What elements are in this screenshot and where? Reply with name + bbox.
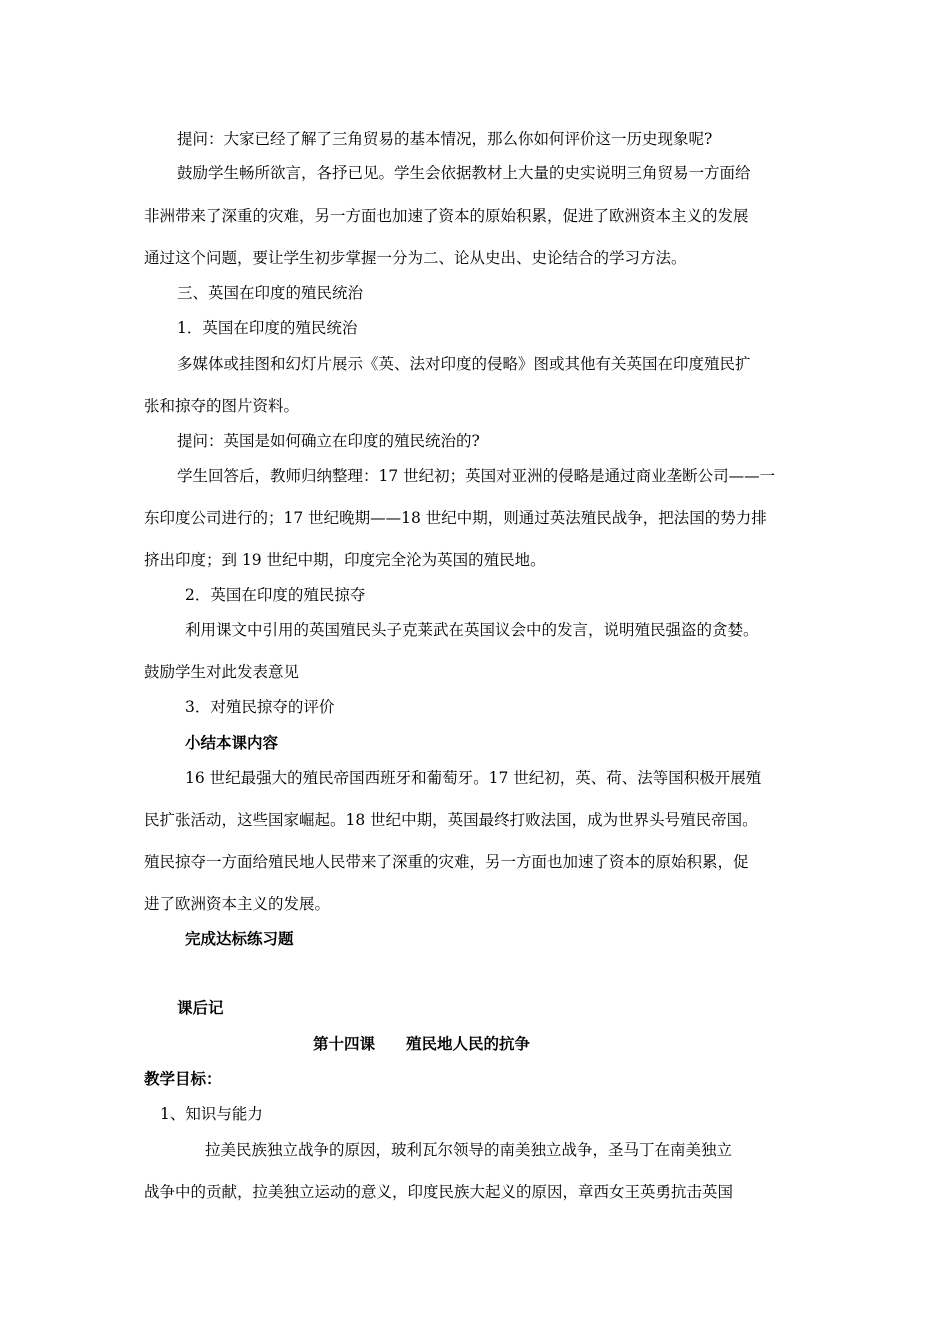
lesson-title: 第十四课 殖民地人民的抗争 [313, 1035, 531, 1053]
section-heading-3: 三、英国在印度的殖民统治 [177, 284, 364, 302]
paragraph-clive-line-1: 利用课文中引用的英国殖民头子克莱武在英国议会中的发言，说明殖民强盗的贪婪。 [185, 621, 759, 639]
paragraph-summary-line-3: 殖民掠夺一方面给殖民地人民带来了深重的灾难，另一方面也加速了资本的原始积累，促 [144, 853, 749, 871]
subheading-3-3: 3．对殖民掠夺的评价 [185, 698, 335, 716]
paragraph-encourage-line-1: 鼓励学生畅所欲言，各抒已见。学生会依据教材上大量的史实说明三角贸易一方面给 [177, 164, 751, 182]
paragraph-answer-line-3: 挤出印度；到 19 世纪中期，印度完全沦为英国的殖民地。 [144, 551, 546, 569]
paragraph-goals-line-1: 拉美民族独立战争的原因，玻利瓦尔领导的南美独立战争，圣马丁在南美独立 [205, 1141, 733, 1159]
paragraph-encourage-line-3: 通过这个问题，要让学生初步掌握一分为二、论从史出、史论结合的学习方法。 [144, 249, 687, 267]
paragraph-multimedia-line-1: 多媒体或挂图和幻灯片展示《英、法对印度的侵略》图或其他有关英国在印度殖民扩 [177, 355, 751, 373]
heading-teaching-goals: 教学目标： [144, 1070, 222, 1088]
heading-after-class-notes: 课后记 [177, 999, 224, 1017]
subheading-3-1: 1．英国在印度的殖民统治 [177, 319, 358, 337]
heading-exercise: 完成达标练习题 [185, 930, 294, 948]
paragraph-summary-line-4: 进了欧洲资本主义的发展。 [144, 895, 331, 913]
heading-lesson-summary: 小结本课内容 [185, 734, 279, 752]
paragraph-goals-line-2: 战争中的贡献，拉美独立运动的意义，印度民族大起义的原因，章西女王英勇抗击英国 [144, 1183, 734, 1201]
paragraph-summary-line-2: 民扩张活动，这些国家崛起。18 世纪中期，英国最终打败法国，成为世界头号殖民帝国。 [144, 811, 758, 829]
paragraph-answer-line-1: 学生回答后，教师归纳整理：17 世纪初；英国对亚洲的侵略是通过商业垄断公司——一 [177, 467, 776, 485]
subheading-3-2: 2．英国在印度的殖民掠夺 [185, 586, 366, 604]
goal-knowledge-ability: 1、知识与能力 [160, 1105, 263, 1123]
paragraph-multimedia-line-2: 张和掠夺的图片资料。 [144, 397, 300, 415]
paragraph-summary-line-1: 16 世纪最强大的殖民帝国西班牙和葡萄牙。17 世纪初，英、荷、法等国积极开展殖 [185, 769, 762, 787]
paragraph-question-britain: 提问：英国是如何确立在印度的殖民统治的? [177, 432, 480, 450]
paragraph-question-triangle-trade: 提问：大家已经了解了三角贸易的基本情况，那么你如何评价这一历史现象呢? [177, 130, 713, 148]
paragraph-answer-line-2: 东印度公司进行的；17 世纪晚期——18 世纪中期，则通过英法殖民战争，把法国的势力排 [144, 509, 767, 527]
paragraph-encourage-line-2: 非洲带来了深重的灾难，另一方面也加速了资本的原始积累，促进了欧洲资本主义的发展 [144, 207, 749, 225]
paragraph-clive-line-2: 鼓励学生对此发表意见 [144, 663, 300, 681]
